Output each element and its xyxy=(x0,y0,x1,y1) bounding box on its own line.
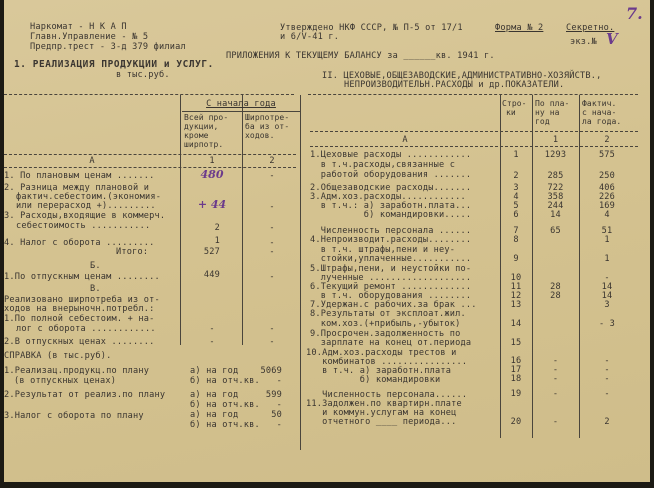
s2-row-label: 11.Задолжен.по квартирн.плате xyxy=(306,399,462,409)
document-title: ПРИЛОЖЕНИЯ К ТЕКУЩЕМУ БАЛАНСУ за ______кв. 1941 г. xyxy=(226,51,495,61)
rule xyxy=(310,131,638,132)
rule xyxy=(4,154,296,155)
s2-row-fact: - xyxy=(604,365,610,375)
s2-row-plan: 14 xyxy=(550,210,561,220)
s1-total-value: 527 xyxy=(203,247,220,257)
reference-period: а) на год xyxy=(190,390,239,400)
s2-row-fact: 169 xyxy=(598,201,616,211)
approval-line-1: Утверждено НКФ СССР, № П-5 от 17/1 xyxy=(280,23,463,33)
s1-row-label: ходов на внерыночн.потребл.: xyxy=(4,304,155,314)
s2-row-fact: 2 xyxy=(604,417,610,427)
s2-row-line: 10 xyxy=(510,273,522,283)
s1-row-label: 2.В отпускных ценах ........ xyxy=(4,337,155,347)
s1-subsection-b: Б. xyxy=(90,261,101,271)
col-header-fact: Фактич. xyxy=(582,99,617,108)
reference-label: 2.Результат от реализ.по плану xyxy=(4,390,166,400)
s2-row-line: 5 xyxy=(513,201,519,211)
s1-row-value: - xyxy=(269,324,275,334)
s1-subsection-v: В. xyxy=(90,284,101,294)
col1-header: ширпотр. xyxy=(184,140,224,149)
s1-row-value: - xyxy=(269,272,275,282)
s1-row-value: 449 xyxy=(203,270,220,280)
s2-row-label: 8.Результаты от эксплоат.жил. xyxy=(310,309,466,319)
s2-row-plan: - xyxy=(552,374,559,384)
rule xyxy=(4,167,296,168)
reference-value: - xyxy=(276,420,282,430)
s2-row-plan: - xyxy=(552,417,559,427)
s2-row-label: лученные ................... xyxy=(310,273,472,283)
page-number: 7. xyxy=(626,4,643,23)
col-divider xyxy=(300,95,301,450)
copy-label: экз.№ xyxy=(570,37,597,47)
s1-row-label: фактич.себестоим.(экономия- xyxy=(16,192,162,202)
s1-row-value: - xyxy=(269,238,275,248)
col2-header: ходов. xyxy=(245,131,275,140)
s1-row-value: - xyxy=(209,337,215,347)
s2-row-label: 9.Просрочен.задолженность по xyxy=(310,329,461,339)
s2-row-line: 14 xyxy=(510,319,522,329)
s2-row-line: 18 xyxy=(510,374,522,384)
section2-title-1: II. ЦЕХОВЫЕ,ОБЩЕЗАВОДСКИЕ,АДМИНИСТРАТИВНО-ХОЗЯЙСТВ., xyxy=(322,71,602,81)
col-divider xyxy=(242,95,243,345)
s2-row-fact: 4 xyxy=(604,210,610,220)
s2-row-plan: 244 xyxy=(547,201,564,211)
s2-row-line: 4 xyxy=(513,192,519,202)
s2-row-label: 1.Цеховые расходы ............ xyxy=(310,150,472,160)
s2-row-fact: 1 xyxy=(604,254,610,264)
header-commissariat: Наркомат - Н К А П xyxy=(30,22,127,32)
s2-row-label: в т.ч.расходы,связанные с xyxy=(310,160,456,170)
col2-header: Ширпотре- xyxy=(245,113,290,122)
s2-row-line: 2 xyxy=(513,171,519,181)
col-label: 1 xyxy=(552,135,559,145)
s1-row-value: - xyxy=(269,202,275,212)
s2-row-label: работой оборудования ....... xyxy=(310,170,472,180)
s2-row-fact: 250 xyxy=(598,171,616,181)
s2-row-label: Численность персонала ...... xyxy=(310,226,472,236)
s1-row-label: или перерасход +)......... xyxy=(16,201,156,211)
s2-row-line: 13 xyxy=(510,300,522,310)
s2-row-line: 11 xyxy=(510,282,522,292)
s2-row-label: б) командировки..... xyxy=(310,210,472,220)
s2-row-label: Численность персонала...... xyxy=(306,390,468,400)
s2-row-line: 3 xyxy=(513,183,519,193)
s2-row-fact: - xyxy=(604,374,610,384)
col-header-line: ки xyxy=(506,108,516,117)
s2-row-fact: 406 xyxy=(598,183,616,193)
s2-row-plan: - xyxy=(552,389,559,399)
s2-row-plan: 1293 xyxy=(544,150,567,160)
s1-row-label: 4. Налог с оборота ......... xyxy=(4,238,155,248)
section1-unit: в тыс.руб. xyxy=(116,70,170,80)
s1-row-label: 1.По полной себестоим. + на- xyxy=(4,314,155,324)
s2-row-label: отчетного ____ периода... xyxy=(306,417,457,427)
s2-row-label: б) командировки xyxy=(306,375,441,385)
col-header-fact: ла года. xyxy=(582,117,622,126)
reference-period: а) на год xyxy=(190,410,239,420)
reference-title: СПРАВКА (в тыс.руб). xyxy=(4,351,112,361)
s1-row-value: - xyxy=(269,171,275,181)
s1-row-value: 480 xyxy=(200,168,224,181)
s2-row-label: в т.ч. а) заработн.плата xyxy=(306,366,452,376)
s1-row-label: 1.По отпускным ценам ........ xyxy=(4,272,160,282)
s1-row-value: + 44 xyxy=(197,198,227,211)
s2-row-label: 2.Общезаводские расходы....... xyxy=(310,183,472,193)
s2-row-plan: - xyxy=(552,356,559,366)
s2-row-label: 5.Штрафы,пени, и неустойки по- xyxy=(310,264,472,274)
s2-row-label: 7.Удержан.с рабочих.за брак ... xyxy=(310,300,477,310)
group-header: С начала года xyxy=(206,99,276,109)
reference-period: б) на отч.кв. xyxy=(190,400,260,410)
col1-header: кроме xyxy=(184,131,209,140)
reference-value: 50 xyxy=(271,410,282,420)
s2-row-fact: 226 xyxy=(598,192,616,202)
rule xyxy=(4,94,294,95)
s2-row-label: и коммун.услугам на конец xyxy=(306,408,457,418)
document-sheet xyxy=(4,0,650,482)
s2-row-fact: 51 xyxy=(601,226,613,236)
rule xyxy=(310,146,638,147)
s2-row-line: 20 xyxy=(510,417,522,427)
s1-row-label: себестоимость ........... xyxy=(16,221,151,231)
reference-value: - xyxy=(276,376,282,386)
section1-title: 1. РЕАЛИЗАЦИЯ ПРОДУКЦИИ и УСЛУГ. xyxy=(14,59,214,70)
s2-row-line: 16 xyxy=(510,356,522,366)
s2-row-label: в т.ч. оборудования ........ xyxy=(310,291,472,301)
approval-line-2: и 6/V-41 г. xyxy=(280,32,340,42)
rule xyxy=(182,111,300,112)
header-directorate: Главн.Управление - № 5 xyxy=(30,32,149,42)
reference-label: (в отпускных ценах) xyxy=(14,376,117,386)
s2-row-fact: - xyxy=(604,356,610,366)
s2-row-label: стойки,уплаченные........... xyxy=(310,254,472,264)
s2-row-fact: - xyxy=(604,273,610,283)
s2-row-line: 15 xyxy=(510,338,522,348)
reference-value: - xyxy=(276,400,282,410)
reference-label: 3.Налог с оборота по плану xyxy=(4,411,144,421)
s2-row-line: 8 xyxy=(513,235,519,245)
reference-period: а) на год xyxy=(190,366,239,376)
col-header-plan: По пла- xyxy=(535,99,570,108)
secret-stamp: Секретно. xyxy=(566,23,615,33)
s2-row-label: комбинатов ................ xyxy=(306,357,468,367)
reference-label: 1.Реализац.продукц.по плану xyxy=(4,366,150,376)
s1-row-value: 1 xyxy=(214,236,220,246)
col-label: 2 xyxy=(269,156,275,166)
col2-header: ба из от- xyxy=(245,122,290,131)
col-label: 2 xyxy=(604,135,610,145)
s2-row-plan: 285 xyxy=(547,171,564,181)
s2-row-label: 6.Текущий ремонт ............. xyxy=(310,282,472,292)
s2-row-plan: 358 xyxy=(547,192,564,202)
s1-row-label: Реализовано ширпотреба из от- xyxy=(4,295,160,305)
s2-row-line: 19 xyxy=(510,389,522,399)
col-divider xyxy=(180,95,181,345)
s2-row-plan: 28 xyxy=(550,282,561,292)
form-number: Форма № 2 xyxy=(495,23,544,33)
s1-total-value: - xyxy=(269,247,275,257)
s1-total-label: Итого: xyxy=(116,247,149,257)
s1-row-value: 2 xyxy=(214,223,220,233)
col-header-line: Стро- xyxy=(502,99,527,108)
col-label: 1 xyxy=(209,156,215,166)
s2-row-fact: 14 xyxy=(601,282,613,292)
s2-row-label: 4.Непроизводит.расходы........ xyxy=(310,235,472,245)
s2-row-line: 7 xyxy=(513,226,519,236)
s2-row-fact: 1 xyxy=(604,235,610,245)
s2-row-label: 3.Адм.хоз.расходы............ xyxy=(310,192,466,202)
reference-period: б) на отч.кв. xyxy=(190,376,260,386)
s2-row-fact: 3 xyxy=(604,300,610,310)
col-header-plan: год xyxy=(535,117,550,126)
col1-header: дукции, xyxy=(184,122,219,131)
s1-row-label: лог с оборота ............ xyxy=(16,324,156,334)
s2-row-line: 9 xyxy=(513,254,519,264)
copy-number: V xyxy=(606,30,618,48)
s2-row-label: в т.ч. штрафы,пени и неу- xyxy=(310,245,456,255)
s1-row-label: 2. Разница между плановой и xyxy=(4,183,150,193)
s2-row-line: 1 xyxy=(513,150,519,160)
header-enterprise: Предпр.трест - З-д 379 филиал xyxy=(30,42,186,52)
s2-row-label: ком.хоз.(+прибыль,-убыток) xyxy=(310,319,461,329)
rule xyxy=(308,94,638,95)
s2-row-plan: 65 xyxy=(550,226,561,236)
reference-value: 5069 xyxy=(260,366,282,376)
s2-row-label: в т.ч.: а) заработн.плата... xyxy=(310,201,472,211)
col-header-fact: с нача- xyxy=(582,108,617,117)
s2-row-line: 6 xyxy=(513,210,519,220)
col-header-plan: ну на xyxy=(535,108,560,117)
reference-value: 599 xyxy=(265,390,282,400)
s2-row-line: 12 xyxy=(510,291,522,301)
col-label: А xyxy=(89,156,95,166)
s2-row-label: зарплате на конец от.периода xyxy=(310,338,472,348)
s2-row-fact: - xyxy=(604,389,610,399)
s2-row-fact: - 3 xyxy=(598,319,616,329)
col-label: А xyxy=(402,135,408,145)
s1-row-value: - xyxy=(269,223,275,233)
s2-row-fact: 14 xyxy=(601,291,613,301)
s2-row-plan: - xyxy=(552,365,559,375)
s1-row-value: - xyxy=(209,324,215,334)
s1-row-value: - xyxy=(269,337,275,347)
s2-row-line: 17 xyxy=(510,365,522,375)
s2-row-fact: 575 xyxy=(598,150,616,160)
s1-row-label: 1. По плановым ценам ....... xyxy=(4,171,155,181)
s2-row-label: 10.Адм.хоз.расходы трестов и xyxy=(306,348,457,358)
reference-period: б) на отч.кв. xyxy=(190,420,260,430)
s2-row-plan: 722 xyxy=(547,183,564,193)
section2-title-2: НЕПРОИЗВОДИТЕЛЬН.РАСХОДЫ и др.ПОКАЗАТЕЛИ. xyxy=(344,80,565,90)
s1-row-label: 3. Расходы,входящие в коммерч. xyxy=(4,211,166,221)
col1-header: Всей про- xyxy=(184,113,229,122)
s2-row-plan: 28 xyxy=(550,291,561,301)
